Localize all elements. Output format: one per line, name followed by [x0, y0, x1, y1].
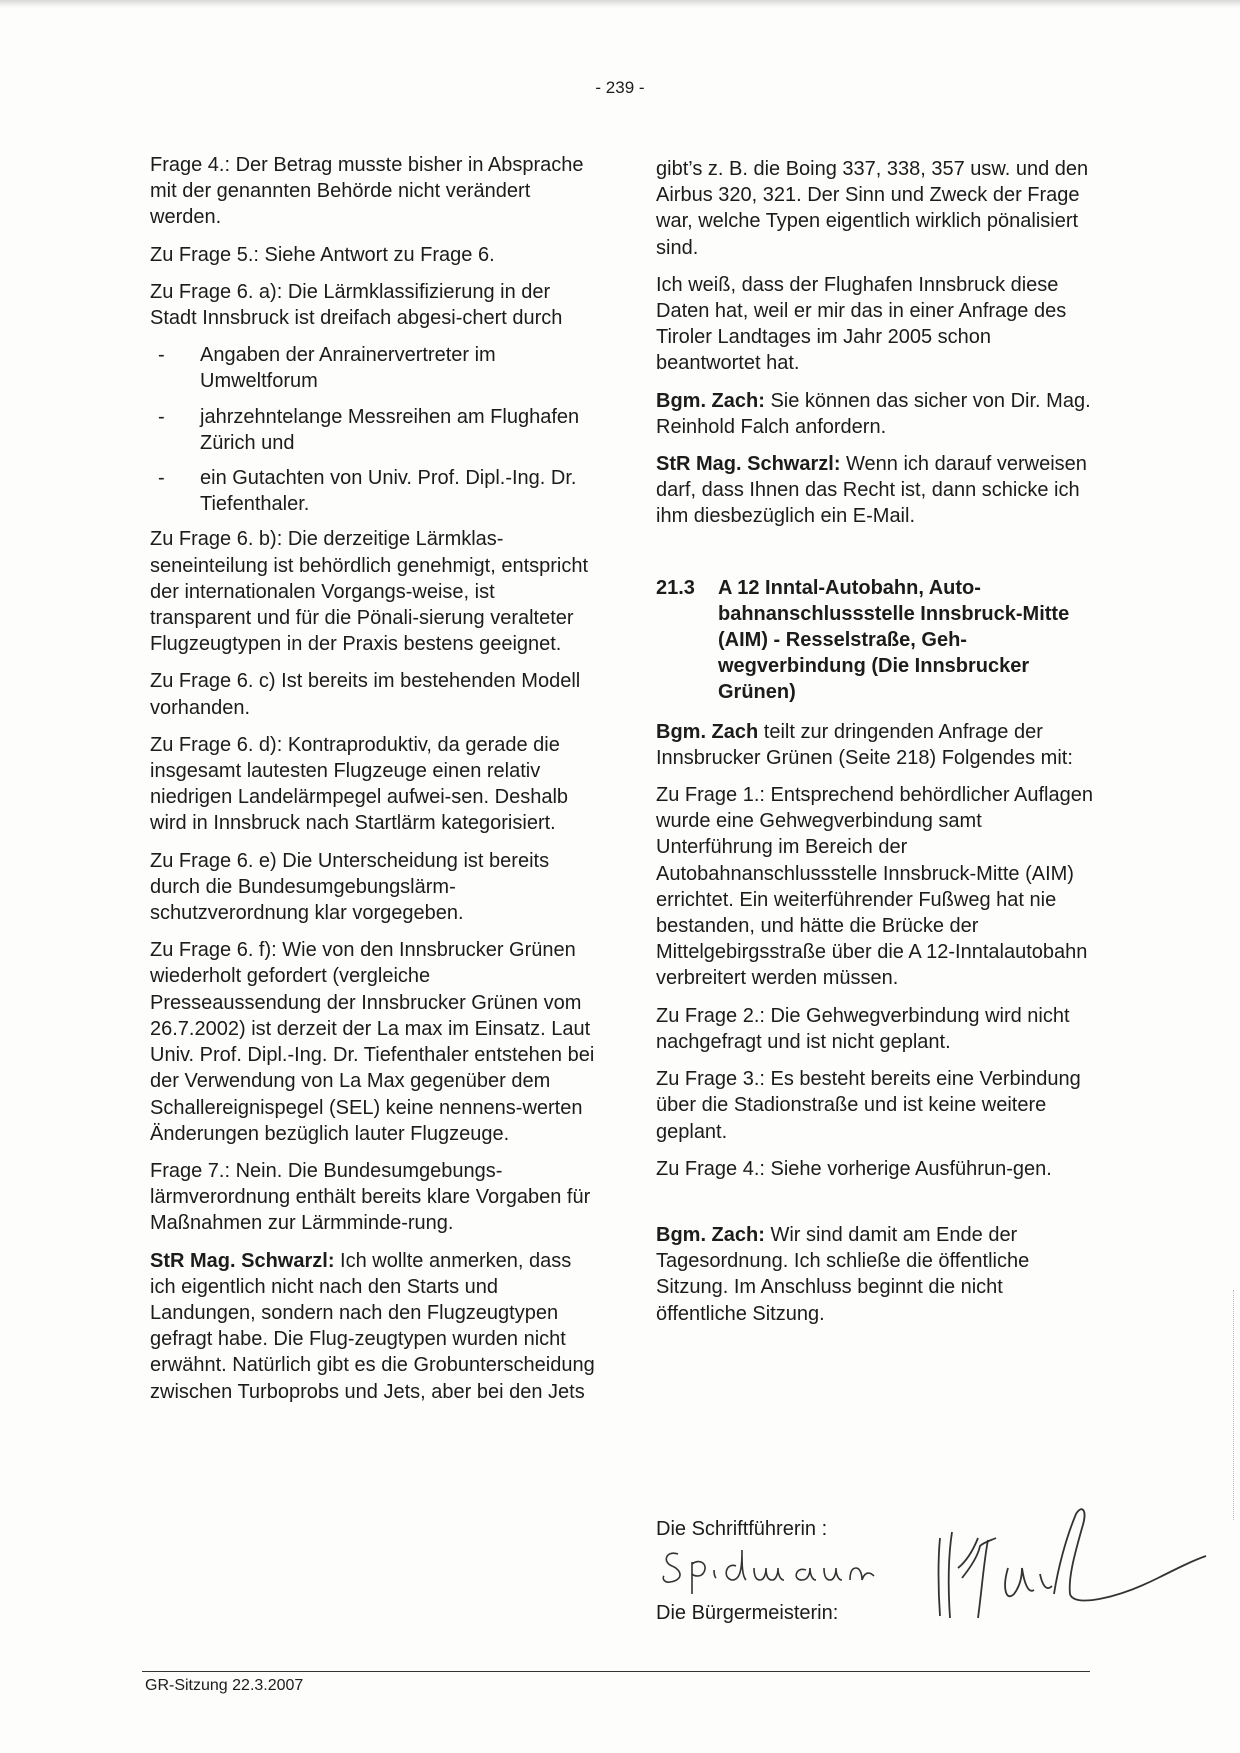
recorder-label: Die Schriftführerin : — [656, 1518, 828, 1540]
paragraph-text: Zu Frage 6. b): Die derzeitige Lärmklas-seneinteilung ist behördlich genehmigt, entspricht der internationalen Vorgangs-weise, ist transparent und für die Pönali-sierung veralteter Flugzeugtypen in der Praxis bestens geeignet. — [150, 528, 589, 656]
paragraph-text: Zu Frage 4.: Siehe vorherige Ausführun-gen. — [656, 1157, 1052, 1180]
agenda-item-title: A 12 Inntal-Autobahn, Auto-bahnanschlussstelle Innsbruck-Mitte (AIM) - Resselstraße, Geh-wegverbindung (Die Innsbrucker Grünen) — [718, 576, 1070, 704]
list-item-text: ein Gutachten von Univ. Prof. Dipl.-Ing. Dr. Tiefenthaler. — [200, 467, 577, 516]
paragraph — [150, 242, 595, 268]
paragraph-text: Zu Frage 3.: Es besteht bereits eine Verbindung über die Stadionstraße und ist keine weitere geplant. — [656, 1068, 1081, 1143]
paragraph-text: Sie können das sicher von Dir. Mag. Reinhold Falch anfordern. — [656, 389, 1091, 438]
list-item — [150, 404, 595, 456]
list-item — [150, 465, 595, 517]
paragraph — [150, 152, 595, 231]
paragraph-text: Ich weiß, dass der Flughafen Innsbruck diese Daten hat, weil er mir das in einer Anfrage des Tiroler Landtages im Jahr 2005 schon beantwortet hat. — [656, 273, 1067, 375]
paragraph — [656, 388, 1096, 440]
paragraph — [150, 1158, 595, 1237]
paragraph — [656, 1066, 1096, 1145]
paragraph-text: Zu Frage 6. d): Kontraproduktiv, da gerade die insgesamt lautesten Flugzeuge einen relativ niedrigen Landelärmpegel aufwei-sen. Deshalb wird in Innsbruck nach Startlärm kategorisiert. — [150, 733, 569, 835]
footer-rule — [142, 1671, 1090, 1672]
mayor-label: Die Bürgermeisterin: — [656, 1602, 839, 1624]
list-item — [150, 342, 595, 394]
scan-margin-marks — [1233, 1290, 1236, 1520]
agenda-heading — [656, 575, 1096, 706]
paragraph — [656, 451, 1096, 530]
list-dash: - — [158, 405, 165, 428]
paragraph-text: Zu Frage 1.: Entsprechend behördlicher Auflagen wurde eine Gehwegverbindung samt Unterführung im Bereich der Autobahnanschlussstelle Innsbruck-Mitte (AIM) errichtet. Ein weiterführender Fußweg hat nie bestanden, und hätte die Brücke der Mittelgebirgsstraße über die A 12-Inntalautobahn verbreitert werden müssen. — [656, 784, 1093, 990]
recorder-signature — [656, 1540, 896, 1600]
footer-text: GR-Sitzung 22.3.2007 — [145, 1677, 304, 1694]
list-item-text: Angaben der Anrainervertreter im Umweltforum — [200, 344, 496, 393]
speaker-name: Bgm. Zach: — [656, 389, 765, 412]
paragraph-text: Ich wollte anmerken, dass ich eigentlich nicht nach den Starts und Landungen, sondern nach den Flugzeugtypen gefragt habe. Die Flug-zeugtypen wurden nicht erwähnt. Natürlich gibt es die Grobunterscheidung zwischen Turboprobs und Jets, aber bei den Jets — [150, 1249, 595, 1403]
speaker-name: Bgm. Zach: — [656, 1223, 765, 1246]
paragraph — [150, 1248, 595, 1405]
paragraph — [150, 937, 595, 1147]
paragraph-text: Zu Frage 2.: Die Gehwegverbindung wird nicht nachgefragt und ist nicht geplant. — [656, 1004, 1070, 1053]
paragraph-text: Frage 7.: Nein. Die Bundesumgebungs-lärmverordnung enthält bereits klare Vorgaben für Maßnahmen zur Lärmminde-rung. — [150, 1159, 591, 1235]
paragraph — [656, 719, 1096, 771]
scan-edge — [0, 0, 1240, 8]
list-dash: - — [158, 344, 165, 367]
list-dash: - — [158, 467, 165, 490]
dash-list — [150, 342, 595, 517]
paragraph — [656, 156, 1096, 261]
paragraph — [150, 732, 595, 837]
paragraph — [150, 848, 595, 927]
paragraph-text: teilt zur dringenden Anfrage der Innsbrucker Grünen (Seite 218) Folgendes mit: — [656, 720, 1073, 769]
paragraph — [150, 526, 595, 657]
paragraph — [656, 1222, 1096, 1327]
speaker-name: StR Mag. Schwarzl: — [656, 453, 841, 476]
paragraph-text: Wenn ich darauf verweisen darf, dass Ihnen das Recht ist, dann schicke ich ihm diesbezüglich ein E-Mail. — [656, 453, 1087, 528]
agenda-item-number: 21.3 — [656, 576, 695, 599]
paragraph-text: Zu Frage 6. a): Die Lärmklassifizierung in der Stadt Innsbruck ist dreifach abgesi-chert durch — [150, 280, 563, 330]
mayor-signature — [918, 1498, 1208, 1628]
paragraph — [656, 782, 1096, 992]
paragraph-text: Frage 4.: Der Betrag musste bisher in Absprache mit der genannten Behörde nicht verändert werden. — [150, 154, 584, 229]
paragraph — [150, 668, 595, 720]
paragraph-text: Zu Frage 6. e) Die Unterscheidung ist bereits durch die Bundesumgebungslärm-schutzverordnung klar vorgegeben. — [150, 849, 550, 925]
right-column — [656, 156, 1096, 1338]
paragraph-text: Wir sind damit am Ende der Tagesordnung. Ich schließe die öffentliche Sitzung. Im Anschluss beginnt die nicht öffentliche Sitzung. — [656, 1223, 1030, 1325]
paragraph — [656, 1003, 1096, 1055]
speaker-name: Bgm. Zach — [656, 720, 759, 743]
paragraph-text: Zu Frage 6. c) Ist bereits im bestehenden Modell vorhanden. — [150, 670, 581, 719]
paragraph-text: gibt’s z. B. die Boing 337, 338, 357 usw. und den Airbus 320, 321. Der Sinn und Zweck der Frage war, welche Typen eigentlich wirklich pönalisiert sind. — [656, 158, 1089, 259]
list-item-text: jahrzehntelange Messreihen am Flughafen Zürich und — [200, 405, 580, 454]
paragraph — [150, 279, 595, 331]
paragraph-text: Zu Frage 6. f): Wie von den Innsbrucker Grünen wiederholt gefordert (vergleiche Presseaussendung der Innsbrucker Grünen vom 26.7.2002) ist derzeit der La max im Einsatz. Laut Univ. Prof. Dipl.-Ing. Dr. Tiefenthaler entstehen bei der Verwendung von La Max gegenüber dem Schallereignispegel (SEL) keine nennens-werten Änderungen bezüglich lauter Flugzeuge. — [150, 939, 595, 1145]
paragraph — [656, 272, 1096, 377]
signature-block — [656, 1518, 1216, 1638]
paragraph-text: Zu Frage 5.: Siehe Antwort zu Frage 6. — [150, 243, 495, 266]
left-column — [150, 152, 595, 1416]
paragraph — [656, 1156, 1096, 1182]
page-number: - 239 - — [595, 78, 645, 97]
speaker-name: StR Mag. Schwarzl: — [150, 1249, 335, 1272]
